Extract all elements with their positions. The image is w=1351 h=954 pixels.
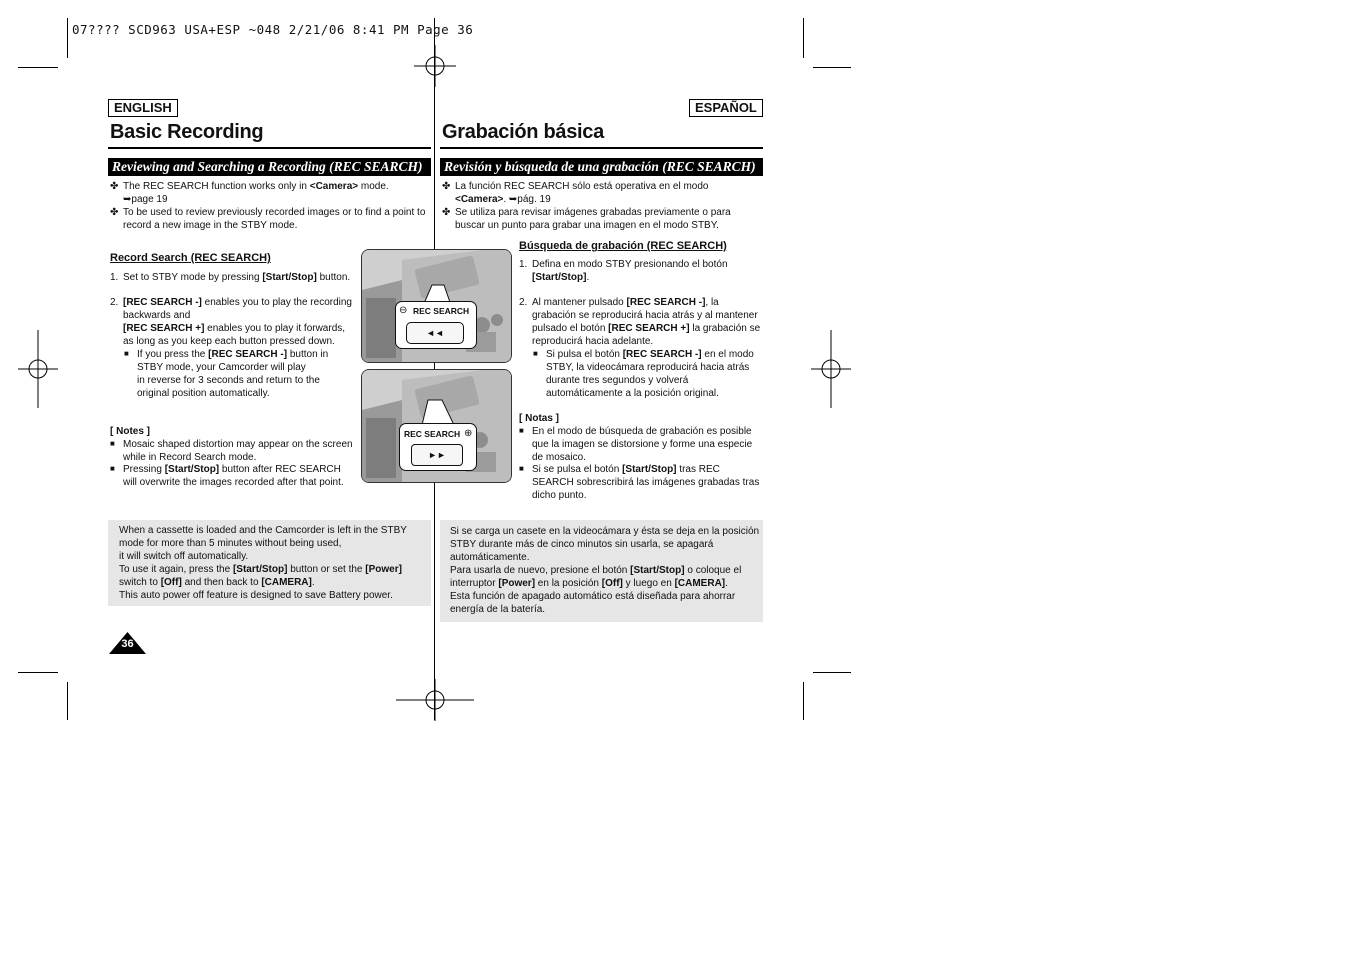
page-number: 36 — [121, 638, 134, 650]
crop-mark — [803, 682, 804, 720]
crop-mark — [813, 672, 851, 673]
title-rule-english — [108, 147, 431, 149]
notes-title-english: [ Notes ] — [110, 426, 150, 437]
note-text: Pressing [Start/Stop] button after REC SEARCH will overwrite the images recorded after that point. — [123, 464, 344, 488]
section-bar-english: Reviewing and Searching a Recording (REC SEARCH) — [108, 158, 431, 176]
registration-mark-right — [811, 330, 851, 408]
registration-mark-bottom — [396, 679, 474, 721]
crop-mark — [67, 682, 68, 720]
note-text: Si se pulsa el botón [Start/Stop] tras REC SEARCH sobrescribirá las imágenes grabadas tras dicho punto. — [532, 464, 760, 501]
step-number: 2. — [519, 297, 528, 308]
crop-mark — [67, 18, 68, 58]
square-bullet-icon: ■ — [519, 464, 524, 473]
callout-label: REC SEARCH — [404, 429, 461, 439]
page-title-english: Basic Recording — [110, 121, 264, 143]
info-box-english — [108, 520, 431, 606]
square-bullet-icon: ■ — [110, 464, 115, 473]
info-box-text: When a cassette is loaded and the Camcorder is left in the STBY mode for more than 5 minutes without being used, it will switch off automatically. To use it again, press the [Start/Stop] button or set the [Power] switch to [Off] and then back to [CAMERA]. This auto power off feature is designed to save Battery power. — [119, 525, 407, 601]
bullet-text: To be used to review previously recorded images or to find a point to record a new image in the STBY mode. — [123, 207, 426, 231]
callout-box — [399, 423, 477, 471]
square-bullet-icon: ■ — [110, 439, 115, 448]
note-text: Mosaic shaped distortion may appear on the screen while in Record Search mode. — [123, 439, 353, 463]
callout-box — [395, 301, 477, 349]
forward-button — [411, 444, 463, 466]
camcorder-figure-rec-search-minus — [361, 249, 512, 363]
bullet-text: Se utiliza para revisar imágenes grabadas previamente o para buscar un punto para grabar una imagen en el modo STBY. — [455, 207, 731, 231]
subheading-spanish: Búsqueda de grabación (REC SEARCH) — [519, 240, 727, 252]
square-bullet-icon: ■ — [519, 426, 524, 435]
info-box-text: Si se carga un casete en la videocámara y ésta se deja en la posición STBY durante más de cinco minutos sin usarla, se apagará automáticamente. Para usarla de nuevo, presione el botón [Start/Stop] o coloque el interruptor [Power] en la posición [Off] y luego en [CAMERA]. Esta función de apagado automático está diseñada para ahorrar energía de la batería. — [450, 526, 760, 615]
step-subtext: If you press the [REC SEARCH -] button in STBY mode, your Camcorder will play in reverse for 3 seconds and return to the original position automatically. — [137, 349, 329, 399]
step-number: 1. — [110, 272, 119, 283]
bullet-text: La función REC SEARCH sólo está operativa en el modo <Camera>. ➥pág. 19 — [455, 181, 709, 205]
bullet-icon: ✤ — [110, 207, 119, 218]
print-header: 07???? SCD963 USA+ESP ~048 2/21/06 8:41 PM Page 36 — [72, 22, 474, 37]
step-number: 2. — [110, 297, 119, 308]
camcorder-figure-rec-search-plus — [361, 369, 512, 483]
rewind-icon: ◄◄ — [426, 328, 444, 338]
info-box-spanish — [440, 520, 763, 622]
bullet-icon: ✤ — [442, 207, 451, 218]
crop-mark — [18, 67, 58, 68]
section-bar-spanish: Revisión y búsqueda de una grabación (REC SEARCH) — [440, 158, 763, 176]
crop-mark — [18, 672, 58, 673]
title-rule-spanish — [440, 147, 763, 149]
step-number: 1. — [519, 259, 528, 270]
rewind-button — [406, 322, 464, 344]
crop-mark — [803, 18, 804, 58]
note-text: En el modo de búsqueda de grabación es posible que la imagen se distorsione y forme una especie de mosaico. — [532, 426, 753, 463]
plus-icon: ⊕ — [464, 428, 473, 439]
square-bullet-icon: ■ — [124, 349, 129, 358]
step-subtext: Si pulsa el botón [REC SEARCH -] en el modo STBY, la videocámara reproducirá hacia atrás durante tres segundos y volverá automáticamente a la posición original. — [546, 349, 754, 399]
step-text: Set to STBY mode by pressing [Start/Stop] button. — [123, 272, 351, 283]
registration-mark-top — [414, 45, 456, 87]
bullet-icon: ✤ — [110, 181, 119, 192]
crop-mark — [813, 67, 851, 68]
step-text: Al mantener pulsado [REC SEARCH -], la grabación se reproducirá hacia atrás y al mantener pulsado el botón [REC SEARCH +] la grabación se reproducirá hacia adelante. — [532, 297, 761, 347]
callout-label: REC SEARCH — [413, 306, 470, 316]
bullet-text: The REC SEARCH function works only in <Camera> mode. ➥page 19 — [123, 181, 389, 205]
lang-tag-spanish: ESPAÑOL — [689, 99, 763, 117]
registration-mark-left — [18, 330, 58, 408]
bullet-icon: ✤ — [442, 181, 451, 192]
notes-title-spanish: [ Notas ] — [519, 413, 559, 424]
forward-icon: ►► — [428, 450, 446, 460]
step-text: Defina en modo STBY presionando el botón [Start/Stop]. — [532, 259, 728, 283]
page-title-spanish: Grabación básica — [442, 121, 604, 143]
step-text: [REC SEARCH -] enables you to play the recording backwards and [REC SEARCH +] enables you to play it forwards, as long as you keep each button pressed down. — [123, 297, 352, 347]
lang-tag-english: ENGLISH — [108, 99, 178, 117]
minus-icon: ⊖ — [399, 305, 408, 316]
subheading-english: Record Search (REC SEARCH) — [110, 252, 271, 264]
square-bullet-icon: ■ — [533, 349, 538, 358]
